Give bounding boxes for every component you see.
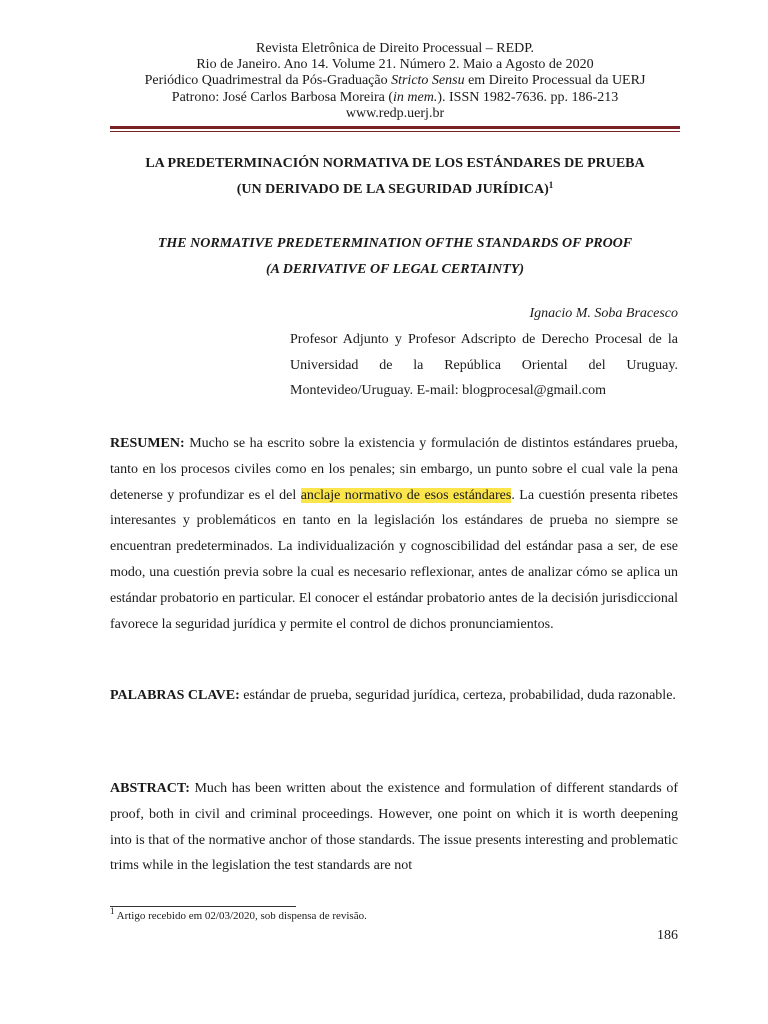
keywords-paragraph: PALABRAS CLAVE: estándar de prueba, seguridad jurídica, certeza, probabilidad, duda razonable.	[110, 688, 676, 703]
journal-header	[110, 41, 680, 122]
header-line-3: Periódico Quadrimestral da Pós-Graduação Stricto Sensu em Direito Processual da UERJ	[144, 73, 646, 89]
highlighted-text: anclaje normativo de esos estándares	[300, 487, 512, 503]
english-title-line-2: (A DERIVATIVE OF LEGAL CERTAINTY)	[265, 262, 525, 277]
header-url: www.redp.uerj.br	[345, 105, 445, 121]
spanish-title-line-2: (UN DERIVADO DE LA SEGURIDAD JURÍDICA)$^1$	[236, 180, 554, 197]
header-line-2: Rio de Janeiro. Ano 14. Volume 21. Número 2. Maio a Agosto de 2020	[196, 57, 594, 73]
resumen-label: RESUMEN:	[110, 436, 185, 451]
english-title	[110, 231, 680, 283]
header-divider-thin	[110, 131, 680, 132]
abstract-label: ABSTRACT:	[110, 781, 190, 796]
footnote: $^1$ Artigo recebido em 02/03/2020, sob dispensa de revisão.	[110, 906, 367, 922]
spanish-title-line-1: LA PREDETERMINACIÓN NORMATIVA DE LOS ESTÁNDARES DE PRUEBA	[145, 156, 645, 171]
header-divider-thick	[110, 126, 680, 129]
keywords-label: PALABRAS CLAVE:	[110, 688, 240, 703]
footnote-divider	[110, 906, 296, 907]
header-line-1: Revista Eletrônica de Direito Processual – REDP.	[256, 41, 534, 56]
abstract-paragraph: ABSTRACT: Much has been written about the existence and formulation of different standards of proof, both in civil and criminal proceedings. However, one point on which it is worth deepening into is that of the normative anchor of those standards. The issue presents interesting and problematic trims while in the legislation the test standards are not	[110, 781, 678, 874]
english-title-line-1: THE NORMATIVE PREDETERMINATION OFTHE STANDARDS OF PROOF	[157, 236, 633, 251]
header-line-4: Patrono: José Carlos Barbosa Moreira (in mem.). ISSN 1982-7636. pp. 186-213	[171, 89, 619, 105]
page-number: 186	[657, 928, 678, 943]
footnote-reference: 1	[548, 180, 554, 190]
resumen-paragraph: RESUMEN: Mucho se ha escrito sobre la existencia y formulación de distintos estándares prueba, tanto en los procesos civiles como en los penales; sin embargo, un punto sobre el cual vale la pena detenerse y profundizar es el del anclaje normativo de esos estándares. La cuestión presenta ribetes interesantes y problemáticos en tanto en la legislación los estándares de prueba no siempre se encuentran predeterminados. La individualización y cognoscibilidad del estándar pasa a ser, de ese modo, una cuestión previa sobre la cual es necesario reflexionar, antes de analizar cómo se aplica un estándar probatorio en particular. El conocer el estándar probatorio antes de la decisión jurisdiccional favorece la seguridad jurídica y permite el control de dichos pronunciamientos.	[110, 436, 678, 632]
spanish-title	[110, 151, 680, 203]
author-affiliation: Profesor Adjunto y Profesor Adscripto de Derecho Procesal de la Universidad de la República Oriental del Uruguay. Montevideo/Uruguay. E-mail: blogprocesal@gmail.com	[290, 332, 678, 398]
author-name: Ignacio M. Soba Bracesco	[529, 306, 678, 321]
